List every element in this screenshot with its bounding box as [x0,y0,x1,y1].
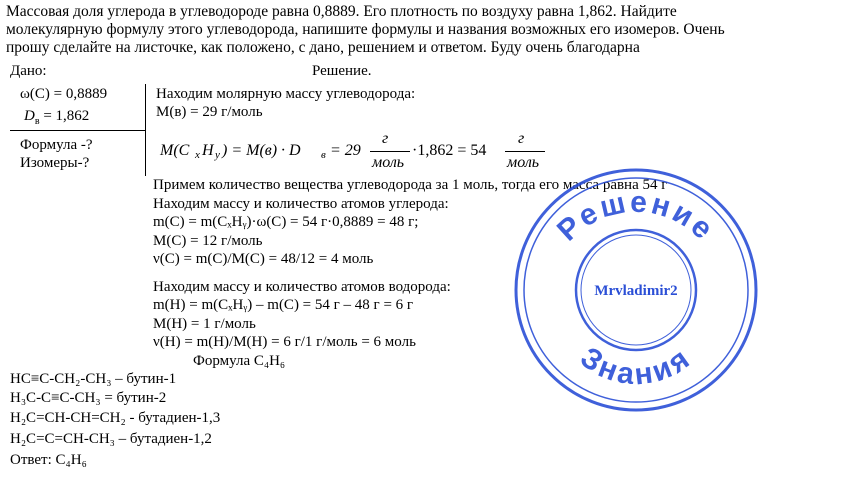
isomer-line: H₂C=C=CH-CH₃ – бутадиен-1,2 [10,431,212,447]
density-symbol: D [24,108,35,124]
frac2-denominator: моль [507,154,540,171]
given-find-formula: Формула -? [20,137,93,153]
isomer-line: HC≡C-CH₂-CH₃ – бутин-1 [10,371,177,387]
solution-line: m(C) = m(CₓHᵧ)·ω(C) = 54 г·0,8889 = 48 г; [153,214,419,230]
solution-line: M(C) = 12 г/моль [153,233,263,249]
task-line-3: прошу сделайте на листочке, как положено, с дано, решением и ответом. Буду очень благодарна [6,39,640,56]
stamp-ring-top-text: Решение [551,185,722,248]
formula-lhs: M(C [160,142,190,159]
solution-line: m(H) = m(CₓHᵧ) – m(C) = 54 г – 48 г = 6 г [153,297,414,313]
frac2-numerator: г [518,130,525,147]
solution-step-molar-heading: Находим молярную массу углеводорода: [156,86,416,102]
formula-rhs: ) = M(в) · D [222,142,301,159]
frac1-line [370,151,410,152]
solution-line: M(H) = 1 г/моль [153,316,256,332]
solution-line: Формула C₄H₆ [193,353,286,369]
formula-times: ·1,862 = 54 [412,142,487,159]
solution-step-air-molar-mass: M(в) = 29 г/моль [156,104,263,120]
task-line-1: Массовая доля углерода в углеводороде равна 0,8889. Его плотность по воздуху равна 1,862. Найдите [6,3,677,20]
solution-line: ν(C) = m(C)/M(C) = 48/12 = 4 моль [153,251,374,267]
solution-line: Находим массу и количество атомов углерода: [153,196,449,212]
formula-y-sub: y [215,149,220,161]
stamp-center-text: Mrvladimir2 [594,283,678,299]
formula-h: H [202,142,214,159]
task-line-2: молекулярную формулу этого углеводорода, напишите формулы и названия возможных его изомеров. Очень [6,21,725,38]
frac1-denominator: моль [372,154,405,171]
solution-line: ν(H) = m(H)/M(H) = 6 г/1 г/моль = 6 моль [153,334,416,350]
isomer-line: H₂C=CH-CH=CH₂ - бутадиен-1,3 [10,410,221,426]
solution-line: Примем количество вещества углеводорода за 1 моль, тогда его масса равна 54 г [153,177,668,193]
solution-heading: Решение. [312,63,372,79]
formula-d-sub: в [321,149,326,161]
solution-line: Находим массу и количество атомов водорода: [153,279,451,295]
density-subscript: в [34,116,40,127]
given-heading: Дано: [10,63,47,79]
molar-mass-formula [160,130,560,174]
stamp-ring-bottom-text: Знания [574,340,698,392]
frac2-line [505,151,545,152]
given-find-isomers: Изомеры-? [20,155,90,171]
formula-eq29: = 29 [330,142,361,159]
answer-line: Ответ: C₄H₆ [10,452,87,468]
isomer-line: H₃C-C≡C-CH₃ = бутин-2 [10,390,167,406]
frac1-numerator: г [382,130,389,147]
density-value: = 1,862 [43,108,90,124]
formula-x-sub: x [195,149,200,161]
given-omega: ω(C) = 0,8889 [20,86,108,102]
given-density [24,108,89,130]
given-divider-horizontal [10,130,146,131]
